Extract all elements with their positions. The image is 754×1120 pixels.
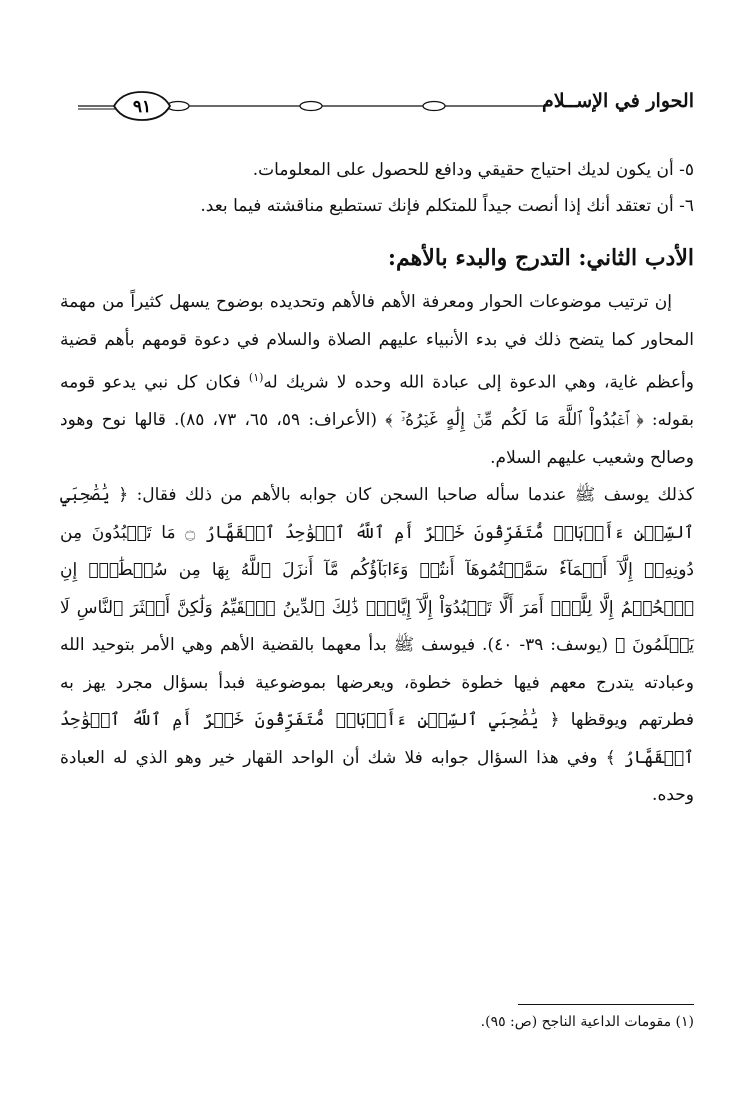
quran-quote: ﴿ يَٰصَٰحِبَيِ ٱلسِّجۡنِ ءَأَرۡبَابٞ مُّتَفَرِّقُونَ خَيۡرٌ أَمِ ٱللَّهُ ٱلۡوَٰحِدُ ٱلۡقَهَّارُ ﴾ [60, 710, 694, 768]
ornament-oval [423, 102, 445, 111]
page-body [60, 152, 694, 815]
paragraph-1-text-2: فكان كل نبي يدعو قومه بقوله: [60, 372, 695, 431]
ornament-oval [300, 102, 322, 111]
page-number: ٩١ [132, 97, 152, 117]
paragraph-2-intro: كذلك يوسف ﷺ عندما سأله صاحبا السجن كان جوابه بالأهم من ذلك فقال: [136, 485, 694, 506]
quran-reference: (يوسف: ٣٩- ٤٠). [482, 635, 609, 656]
list-item: ٥- أن يكون لديك احتياج حقيقي ودافع للحصول على المعلومات. [252, 160, 694, 180]
quran-quote: ﴿ يَٰصَٰحِبَيِ ٱلسِّجۡنِ ءَأَرۡبَابٞ مُّتَفَرِّقُونَ خَيۡرٌ أَمِ ٱللَّهُ ٱلۡوَٰحِدُ ٱلۡقَهَّارُ ۝ مَا تَعۡبُدُونَ مِن دُونِهِۦٓ إِلَّآ أَسۡمَآءٗ سَمَّيۡتُمُوهَآ أَنتُمۡ وَءَابَآؤُكُم مَّآ أَنزَلَ ٱللَّهُ بِهَا مِن سُلۡطَٰنٍۚ إِنِ ٱلۡحُكۡمُ إِلَّا لِلَّهِۚ أَمَرَ أَلَّا تَعۡبُدُوٓاْ إِلَّآ إِيَّاهُۚ ذَٰلِكَ ٱلدِّينُ ٱلۡقَيِّمُ وَلَٰكِنَّ أَكۡثَرَ ٱلنَّاسِ لَا يَعۡلَمُونَ ﴾ [60, 485, 695, 656]
footnote-reference: (١) [248, 371, 264, 384]
page-header [78, 88, 694, 128]
paragraph-2-text: فيوسف ﷺ بدأ معهما بالقضية الأهم وهي الأمر بتوحيد الله وعبادته يتدرج معهم فيها خطوة خطوة، ويعرضها بموضوعية فبدأ بسؤال مجرد يهز به فطرتهم ويوقظها [60, 635, 694, 731]
footnote-rule [518, 1004, 694, 1005]
quran-quote: ﴿ ٱعۡبُدُواْ ٱللَّهَ مَا لَكُم مِّنۡ إِلَٰهٍ غَيۡرُهُۥٓ ﴾ [385, 410, 644, 431]
section-heading: الأدب الثاني: التدرج والبدء بالأهم: [387, 245, 694, 271]
running-head-title: الحوار في الإســلام [541, 90, 694, 112]
paragraph-2-text-2: وفي هذا السؤال جوابه فلا شك أن الواحد القهار خير وهو الذي له العبادة وحده. [60, 747, 694, 806]
footnote: (١) مقومات الداعية الناجح (ص: ٩٥). [480, 1014, 694, 1030]
header-ornament [78, 88, 548, 124]
paragraph-1 [60, 284, 694, 477]
paragraph-1-text: إن ترتيب موضوعات الحوار ومعرفة الأهم فالأهم وتحديده بوضوح يسهل كثيراً من مهمة المحاور كما يتضح ذلك في بدء الأنبياء عليهم الصلاة والسلام في دعوة قومهم بأهم قضية وأعظم غاية، وهي الدعوة إلى عبادة الله وحده لا شريك له [60, 292, 694, 393]
list-item: ٦- أن تعتقد أنك إذا أنصت جيداً للمتكلم فإنك تستطيع مناقشته فيما بعد. [200, 196, 694, 216]
paragraph-2 [60, 477, 694, 815]
quran-reference: (الأعراف: ٥٩، ٦٥، ٧٣، ٨٥). قالها نوح وهود وصالح وشعيب عليهم السلام. [60, 410, 694, 468]
